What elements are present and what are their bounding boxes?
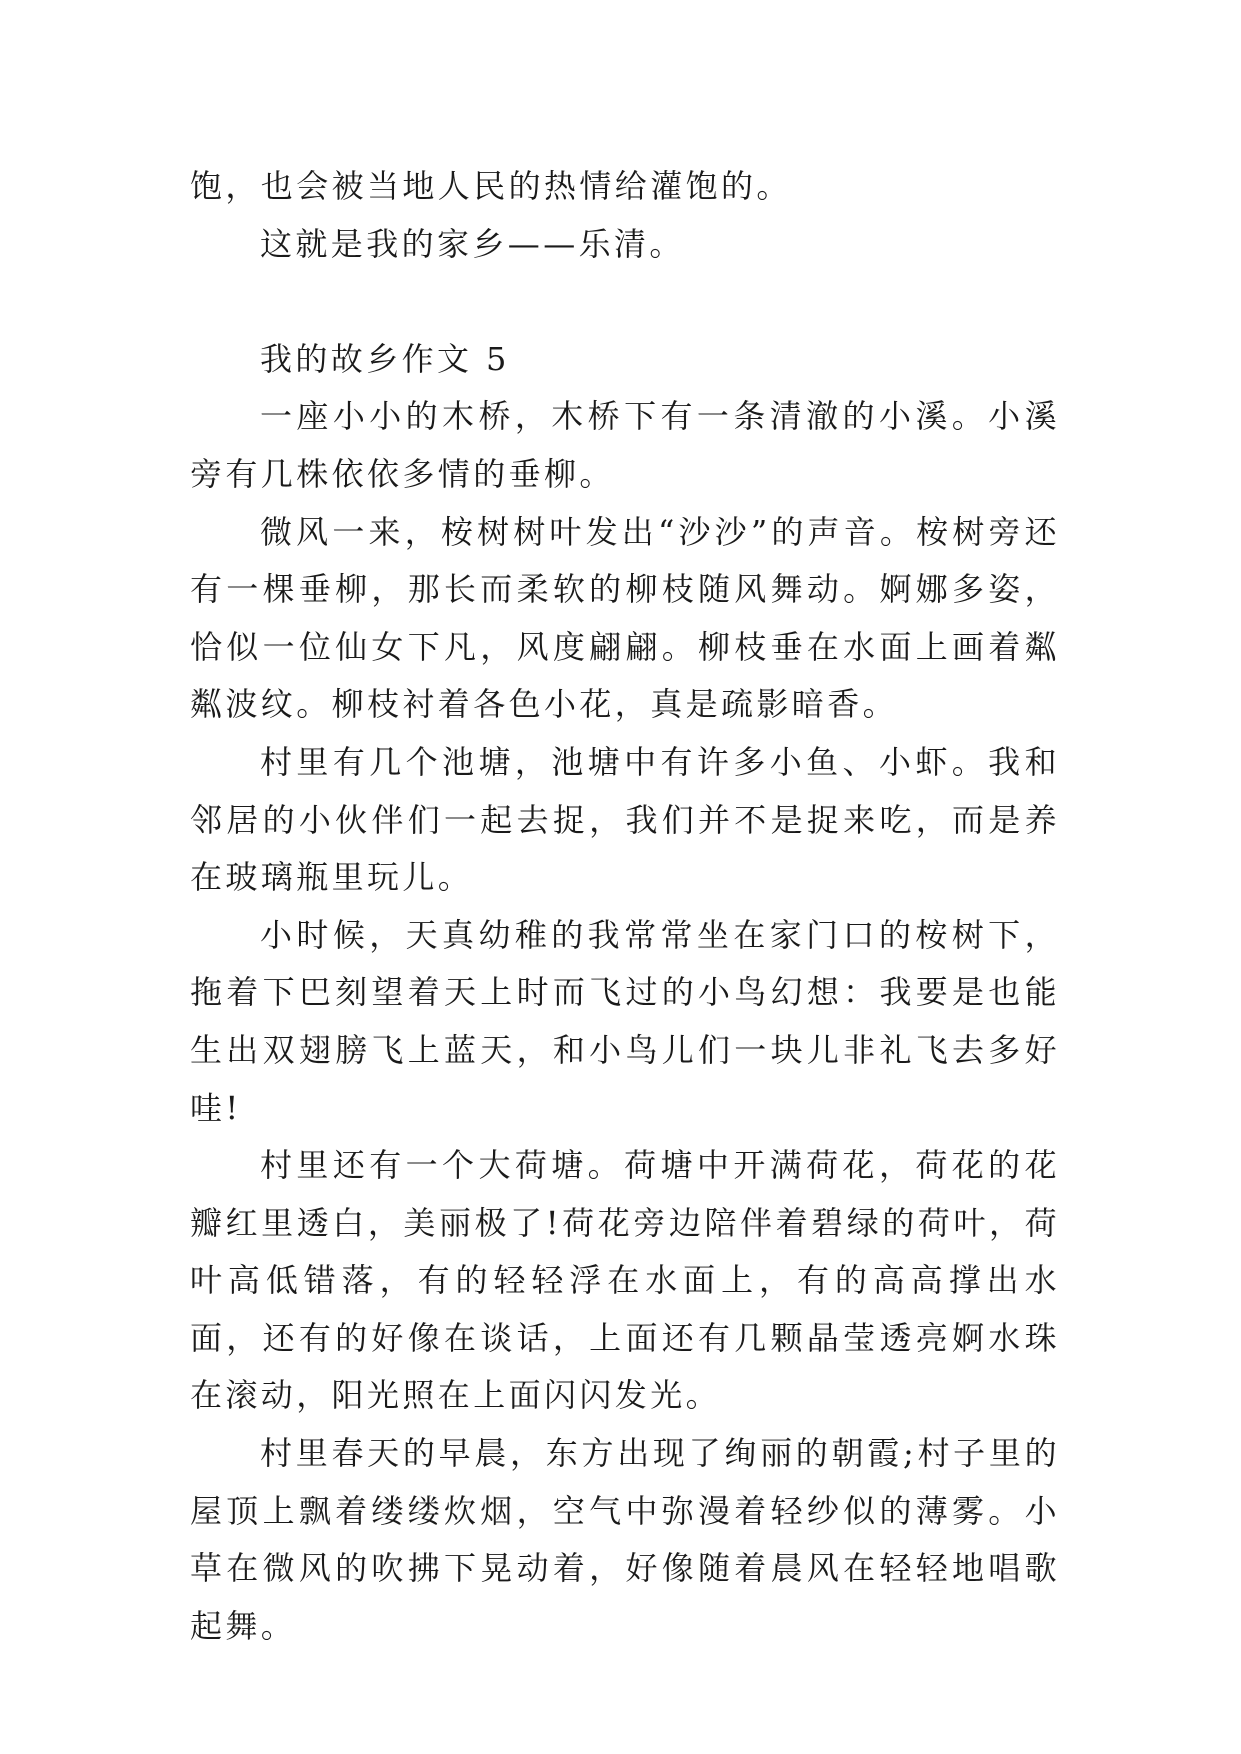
paragraph: 小时候，天真幼稚的我常常坐在家门口的桉树下，拖着下巴刻望着天上时而飞过的小鸟幻想：我要是也能生出双翅膀飞上蓝天，和小鸟儿们一块儿非礼飞去多好哇!: [190, 915, 1060, 1127]
section-heading: 我的故乡作文 5: [260, 339, 510, 378]
paragraph-closing: 这就是我的家乡——乐清。: [260, 224, 685, 263]
document-body: [190, 158, 1060, 1655]
paragraph: 村里还有一个大荷塘。荷塘中开满荷花，荷花的花瓣红里透白，美丽极了!荷花旁边陪伴着碧绿的荷叶，荷叶高低错落，有的轻轻浮在水面上，有的高高撑出水面，还有的好像在谈话，上面还有几颗晶莹透亮婀水珠在滚动，阳光照在上面闪闪发光。: [190, 1146, 1060, 1415]
paragraph-continuation: 饱，也会被当地人民的热情给灌饱的。: [190, 167, 792, 205]
paragraph: 一座小小的木桥，木桥下有一条清澈的小溪。小溪旁有几株依依多情的垂柳。: [190, 397, 1060, 493]
paragraph: 村里春天的早晨，东方出现了绚丽的朝霞;村子里的屋顶上飘着缕缕炊烟，空气中弥漫着轻纱似的薄雾。小草在微风的吹拂下晃动着，好像随着晨风在轻轻地唱歌起舞。: [190, 1434, 1060, 1645]
paragraph: 村里有几个池塘，池塘中有许多小鱼、小虾。我和邻居的小伙伴们一起去捉，我们并不是捉来吃，而是养在玻璃瓶里玩儿。: [190, 742, 1060, 897]
blank-line: [190, 273, 1060, 331]
paragraph: 微风一来，桉树树叶发出“沙沙”的声音。桉树旁还有一棵垂柳，那长而柔软的柳枝随风舞动。婀娜多姿，恰似一位仙女下凡，风度翩翩。柳枝垂在水面上画着粼粼波纹。柳枝衬着各色小花，真是疏影暗香。: [190, 512, 1060, 724]
